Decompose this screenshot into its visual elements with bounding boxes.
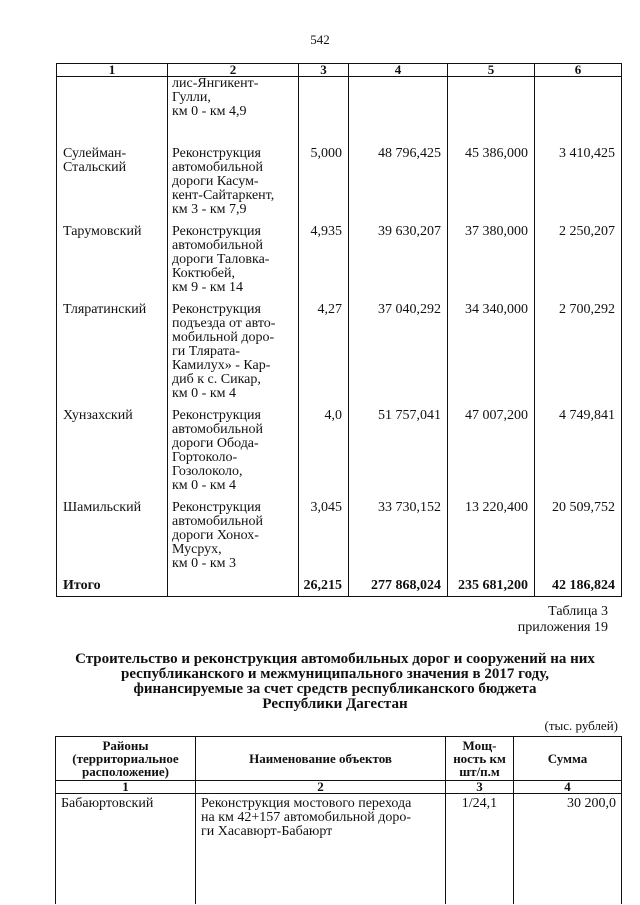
header-sum: Сумма <box>514 737 622 781</box>
total-power: 26,215 <box>299 579 349 597</box>
object-line: автомобильной <box>172 421 263 437</box>
column-number-row <box>57 64 622 77</box>
units-label: (тыс. рублей) <box>544 718 618 733</box>
object-line: автомобильной <box>172 237 263 253</box>
header-districts <box>56 737 196 781</box>
object-line: Реконструкция мостового перехода <box>201 796 412 811</box>
column-number-row <box>56 781 622 794</box>
object-cell <box>168 409 299 501</box>
object-line: Реконструкция <box>172 407 261 423</box>
amount-cell: 34 340,000 <box>448 303 535 409</box>
object-line: км 9 - км 14 <box>172 279 243 295</box>
object-line: дороги Хонох- <box>172 527 259 543</box>
object-line: км 0 - км 4,9 <box>172 104 247 119</box>
table-row <box>57 303 622 409</box>
amount-cell: 33 730,152 <box>349 501 448 579</box>
caption-line: приложения 19 <box>517 620 608 635</box>
amount-cell: 13 220,400 <box>448 501 535 579</box>
total-label: Итого <box>57 579 168 597</box>
table-row <box>57 147 622 225</box>
title-line: Строительство и реконструкция автомобильных дорог и сооружений на них <box>75 651 595 667</box>
object-line: Камилух» - Кар- <box>172 357 271 373</box>
header-line: (территориальное <box>72 751 179 766</box>
object-line: км 0 - км 4 <box>172 477 236 493</box>
empty-cell <box>168 579 299 597</box>
district-cell: Сулейман-Стальский <box>57 147 168 225</box>
construction-table <box>55 736 622 904</box>
object-line: Гортоколо- <box>172 449 238 465</box>
object-line: Реконструкция <box>172 301 261 317</box>
amount-cell: 37 040,292 <box>349 303 448 409</box>
object-line: Коктюбей, <box>172 265 235 281</box>
object-line: Мусрух, <box>172 541 222 557</box>
amount-cell: 39 630,207 <box>349 225 448 303</box>
page-number: 542 <box>310 32 330 47</box>
object-line: ги Тлярата- <box>172 343 241 359</box>
object-cell <box>168 225 299 303</box>
amount-cell: 37 380,000 <box>448 225 535 303</box>
total-row <box>57 579 622 597</box>
power-cell: 5,000 <box>299 147 349 225</box>
district-cell: Бабаюртовский <box>56 794 196 904</box>
title-line: республиканского и межмуниципального значения в 2017 году, <box>121 666 549 682</box>
table-caption <box>518 604 608 636</box>
object-cell <box>168 501 299 579</box>
object-line: автомобильной <box>172 159 263 175</box>
power-cell: 3,045 <box>299 501 349 579</box>
total-amount: 235 681,200 <box>448 579 535 597</box>
object-line: дороги Касум- <box>172 173 259 189</box>
amount-cell: 48 796,425 <box>349 147 448 225</box>
header-power <box>446 737 514 781</box>
object-cell <box>168 147 299 225</box>
object-line: на км 42+157 автомобильной доро- <box>201 810 412 825</box>
object-line: Реконструкция <box>172 145 261 161</box>
total-amount: 42 186,824 <box>535 579 622 597</box>
object-line: автомобильной <box>172 513 263 529</box>
object-line: Гулли, <box>172 90 211 105</box>
object-line: Реконструкция <box>172 499 261 515</box>
object-line: диб к с. Сикар, <box>172 371 261 387</box>
power-cell: 1/24,1 <box>446 794 514 904</box>
object-line: кент-Сайтаркент, <box>172 187 275 203</box>
power-cell: 4,27 <box>299 303 349 409</box>
amount-cell: 2 700,292 <box>535 303 622 409</box>
table-row <box>57 77 622 147</box>
amount-cell: 20 509,752 <box>535 501 622 579</box>
table-row <box>57 225 622 303</box>
table-row <box>57 501 622 579</box>
sum-cell: 30 200,0 <box>514 794 622 904</box>
district-cell <box>57 77 168 147</box>
column-number: 2 <box>196 781 446 794</box>
object-line: мобильной доро- <box>172 329 275 345</box>
amount-cell: 2 250,207 <box>535 225 622 303</box>
district-cell: Тарумовский <box>57 225 168 303</box>
table-row <box>56 794 622 904</box>
object-line: подъезда от авто- <box>172 315 276 331</box>
object-cell <box>168 77 299 147</box>
district-cell: Тляратинский <box>57 303 168 409</box>
object-line: дороги Таловка- <box>172 251 270 267</box>
amount-cell <box>349 77 448 147</box>
object-cell <box>196 794 446 904</box>
header-row <box>56 737 622 781</box>
district-cell: Шамильский <box>57 501 168 579</box>
column-number: 6 <box>535 64 622 77</box>
header-line: Мощ- <box>462 738 497 753</box>
power-cell: 4,0 <box>299 409 349 501</box>
header-objects: Наименование объектов <box>196 737 446 781</box>
column-number: 3 <box>446 781 514 794</box>
amount-cell: 45 386,000 <box>448 147 535 225</box>
column-number: 2 <box>168 64 299 77</box>
object-line: км 0 - км 3 <box>172 555 236 571</box>
column-number: 4 <box>514 781 622 794</box>
financing-table <box>56 63 622 597</box>
power-cell: 4,935 <box>299 225 349 303</box>
amount-cell: 3 410,425 <box>535 147 622 225</box>
header-line: ность км <box>453 751 506 766</box>
object-line: км 3 - км 7,9 <box>172 201 247 217</box>
column-number: 3 <box>299 64 349 77</box>
amount-cell: 4 749,841 <box>535 409 622 501</box>
title-line: Республики Дагестан <box>262 696 408 712</box>
power-cell <box>299 77 349 147</box>
header-line: Районы <box>102 738 149 753</box>
table-row <box>57 409 622 501</box>
column-number: 5 <box>448 64 535 77</box>
object-line: км 0 - км 4 <box>172 385 236 401</box>
district-cell: Хунзахский <box>57 409 168 501</box>
object-line: лис-Янгикент- <box>172 76 259 91</box>
column-number: 4 <box>349 64 448 77</box>
header-line: расположение) <box>82 764 169 779</box>
header-line: шт/п.м <box>459 764 500 779</box>
amount-cell <box>535 77 622 147</box>
object-line: дороги Обода- <box>172 435 259 451</box>
object-line: ги Хасавюрт-Бабаюрт <box>201 824 333 839</box>
amount-cell: 51 757,041 <box>349 409 448 501</box>
title-line: финансируемые за счет средств республиканского бюджета <box>133 681 537 697</box>
object-line: Гозолоколо, <box>172 463 243 479</box>
amount-cell: 47 007,200 <box>448 409 535 501</box>
amount-cell <box>448 77 535 147</box>
total-amount: 277 868,024 <box>349 579 448 597</box>
caption-line: Таблица 3 <box>548 604 608 619</box>
column-number: 1 <box>56 781 196 794</box>
object-cell <box>168 303 299 409</box>
section-title <box>50 652 620 712</box>
object-line: Реконструкция <box>172 223 261 239</box>
column-number: 1 <box>57 64 168 77</box>
